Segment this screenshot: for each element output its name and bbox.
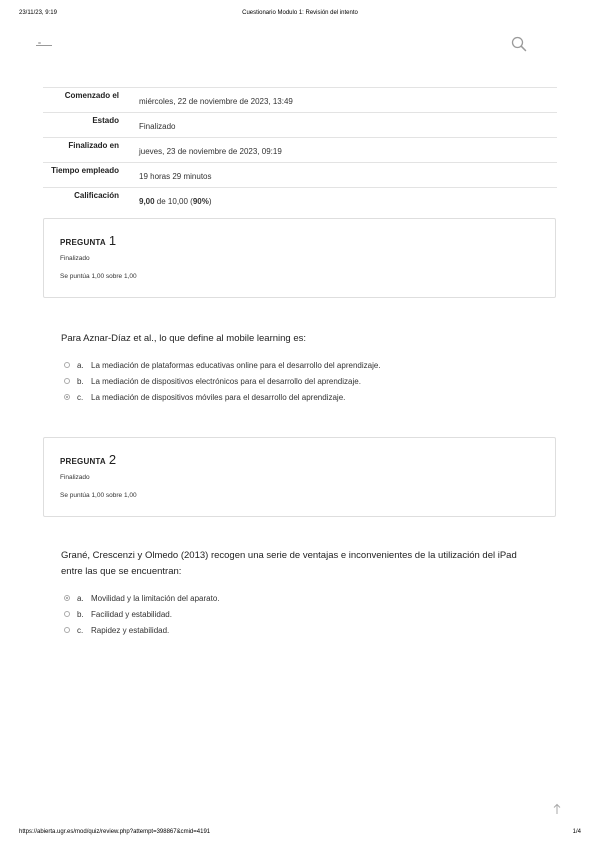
radio-button[interactable] — [64, 362, 70, 368]
answer-letter: a. — [77, 360, 84, 370]
question-info-card-1 — [43, 218, 556, 298]
grade-score: 9,00 — [139, 197, 155, 206]
summary-row-grade — [43, 188, 557, 213]
answer-option[interactable] — [64, 622, 220, 638]
answer-letter: c. — [77, 625, 84, 635]
answer-option[interactable] — [64, 389, 381, 405]
radio-button-selected[interactable] — [64, 394, 70, 400]
answer-text: Movilidad y la limitación del aparato. — [91, 593, 220, 603]
question-state: Finalizado — [60, 255, 90, 262]
grade-value — [127, 188, 557, 213]
question-text: Para Aznar-Díaz et al., lo que define al mobile learning es: — [61, 333, 307, 344]
answer-list — [64, 357, 381, 405]
summary-row-time-taken — [43, 163, 557, 188]
question-grade: Se puntúa 1,00 sobre 1,00 — [60, 492, 137, 499]
answer-option[interactable] — [64, 373, 381, 389]
summary-value: jueves, 23 de noviembre de 2023, 09:19 — [139, 147, 282, 156]
question-grade: Se puntúa 1,00 sobre 1,00 — [60, 273, 137, 280]
radio-button[interactable] — [64, 611, 70, 617]
answer-text: La mediación de dispositivos electrónicos para el desarrollo del aprendizaje. — [91, 376, 361, 386]
grade-close: ) — [208, 197, 212, 206]
question-title — [60, 452, 116, 467]
print-datetime: 23/11/23, 9:19 — [19, 10, 57, 16]
summary-label: Calificación — [74, 191, 119, 200]
question-info-card-2 — [43, 437, 556, 517]
summary-value: miércoles, 22 de noviembre de 2023, 13:49 — [139, 97, 293, 106]
logo-mark — [38, 42, 41, 44]
summary-label: Comenzado el — [64, 91, 119, 100]
print-page-number: 1/4 — [572, 829, 581, 835]
grade-percent: 90% — [192, 197, 209, 206]
question-number: 1 — [108, 233, 117, 248]
summary-label: Estado — [92, 116, 119, 125]
radio-button[interactable] — [64, 627, 70, 633]
answer-text: Rapidez y estabilidad. — [91, 625, 170, 635]
question-text: Grané, Crescenzi y Olmedo (2013) recogen una serie de ventajas e inconvenientes de la utilización del iPad entre las que se encuentran: — [61, 550, 517, 577]
answer-letter: a. — [77, 593, 84, 603]
answer-letter: c. — [77, 392, 84, 402]
radio-button-selected[interactable] — [64, 595, 70, 601]
arrow-up-icon[interactable] — [552, 803, 562, 815]
print-url: https://abierta.ugr.es/mod/quiz/review.php?attempt=398867&cmid=4191 — [19, 829, 211, 835]
question-number: 2 — [108, 452, 117, 467]
print-page-title: Cuestionario Modulo 1: Revisión del intento — [242, 10, 358, 16]
summary-value: 19 horas 29 minutos — [139, 172, 212, 181]
answer-option[interactable] — [64, 357, 381, 373]
question-label: PREGUNTA — [60, 457, 106, 466]
summary-row-finished — [43, 138, 557, 163]
question-label: PREGUNTA — [60, 238, 106, 247]
answer-letter: b. — [77, 609, 84, 619]
grade-of-text: de 10,00 ( — [154, 197, 193, 206]
site-logo[interactable] — [34, 40, 54, 49]
answer-text: La mediación de dispositivos móviles para el desarrollo del aprendizaje. — [91, 392, 346, 402]
summary-label: Tiempo empleado — [51, 166, 119, 175]
summary-value: Finalizado — [139, 122, 176, 131]
summary-row-started — [43, 88, 557, 113]
attempt-summary-table — [43, 87, 557, 212]
answer-option[interactable] — [64, 606, 220, 622]
answer-option[interactable] — [64, 590, 220, 606]
answer-list — [64, 590, 220, 638]
radio-button[interactable] — [64, 378, 70, 384]
summary-label: Finalizado en — [68, 141, 119, 150]
question-title — [60, 233, 116, 248]
answer-text: La mediación de plataformas educativas online para el desarrollo del aprendizaje. — [91, 360, 381, 370]
summary-row-state — [43, 113, 557, 138]
search-icon[interactable] — [511, 36, 527, 52]
logo-bar — [36, 45, 52, 46]
answer-letter: b. — [77, 376, 84, 386]
question-state: Finalizado — [60, 474, 90, 481]
answer-text: Facilidad y estabilidad. — [91, 609, 172, 619]
